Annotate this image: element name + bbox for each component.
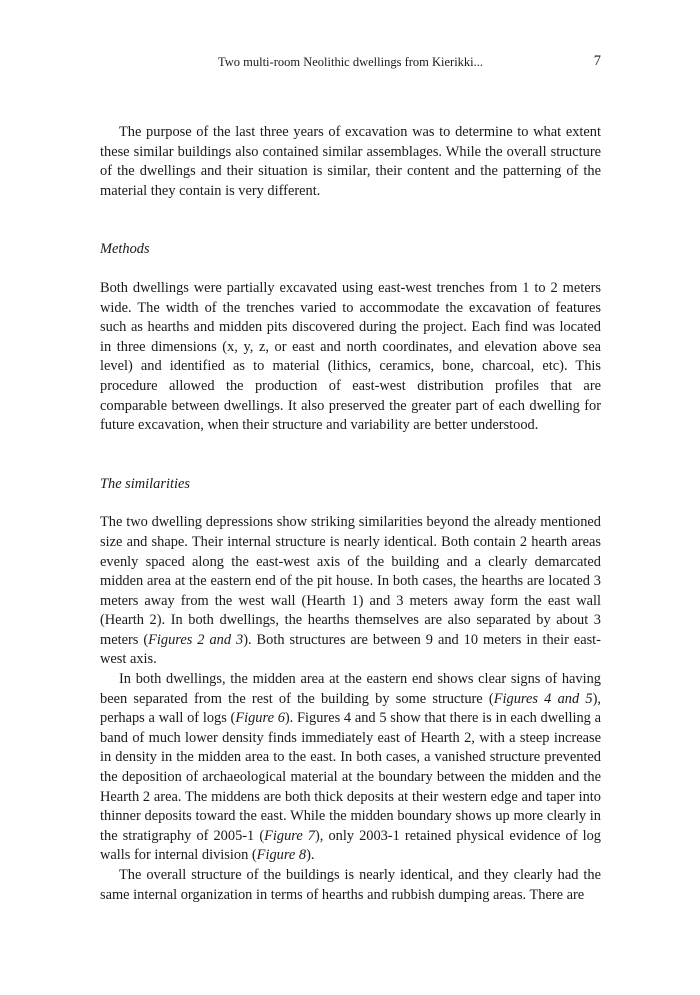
spacer: [100, 260, 601, 279]
similarities-paragraph-3: The overall structure of the buildings is nearly identical, and they clearly had the same internal organization in terms of hearths and rubbish dumping areas. There are: [100, 867, 601, 903]
text-run: The two dwelling depressions show striking similarities beyond the already mentioned size and shape. Their internal structure is nearly identical. Both contain 2 hearth areas evenly spaced along the east-west axis of the building and a clearly demarcated midden area at the eastern end of the pit house. In both cases, the hearths are located 3 meters away from the west wall (Hearth 1) and 3 meters away form the east wall (Hearth 2). In both dwellings, the hearths themselves are also separated by about 3 meters (: [100, 514, 601, 648]
running-header: [100, 55, 601, 73]
figure-reference: Figure 6: [235, 710, 285, 727]
body-text: [100, 123, 601, 905]
similarities-paragraph-2: [100, 670, 601, 866]
similarities-paragraph-1: [100, 513, 601, 670]
text-run: ), perhaps a wall of logs (: [100, 690, 601, 727]
figure-reference: Figures 2 and 3: [148, 631, 244, 648]
text-run: ). Figures 4 and 5 show that there is in each dwelling a band of much lower density finds immediately east of Hearth 2, with a steep increase in density in the midden area to the east. In both cases, a vanished structure prevented the deposition of archaeological material at the boundary between the midden and the Hearth 2 area. The middens are both thick deposits at their western edge and taper into thinner deposits toward the east. While the midden boundary shows up more clearly in the stratigraphy of 2005-1 (: [100, 710, 601, 844]
spacer: [100, 494, 601, 513]
spacer: [100, 201, 601, 240]
figure-reference: Figure 7: [264, 827, 315, 844]
page-number: 7: [593, 53, 601, 69]
spacer: [100, 436, 601, 475]
running-title: Two multi-room Neolithic dwellings from Kierikki...: [217, 55, 484, 69]
figure-reference: Figure 8: [256, 847, 307, 864]
text-run: ).: [306, 847, 315, 864]
text-run: ). Both structures are between 9 and 10 meters in their east-west axis.: [100, 631, 601, 668]
figure-reference: Figures 4 and 5: [493, 690, 593, 707]
text-run: In both dwellings, the midden area at the eastern end shows clear signs of having been separated from the rest of the building by some structure (: [100, 671, 601, 707]
text-run: ), only 2003-1 retained physical evidence of log walls for internal division (: [100, 827, 601, 864]
section-heading-similarities: The similarities: [100, 475, 190, 492]
methods-paragraph: Both dwellings were partially excavated using east-west trenches from 1 to 2 meters wide. The width of the trenches varied to accommodate the excavation of features such as hearths and midden pits discovered during the project. Each find was located in three dimensions (x, y, z, or east and north coordinates, and elevation above sea level) and identified as to material (lithics, ceramics, bone, charcoal, etc). This procedure allowed the production of east-west distribution profiles that are comparable between dwellings. It also preserved the greater part of each dwelling for future excavation, when their structure and variability are better understood.: [100, 279, 601, 434]
intro-paragraph: The purpose of the last three years of excavation was to determine to what extent these similar buildings also contained similar assemblages. While the overall structure of the dwellings and their situation is similar, their content and the patterning of the material they contain is very different.: [100, 124, 601, 199]
section-heading-methods: Methods: [100, 241, 150, 258]
